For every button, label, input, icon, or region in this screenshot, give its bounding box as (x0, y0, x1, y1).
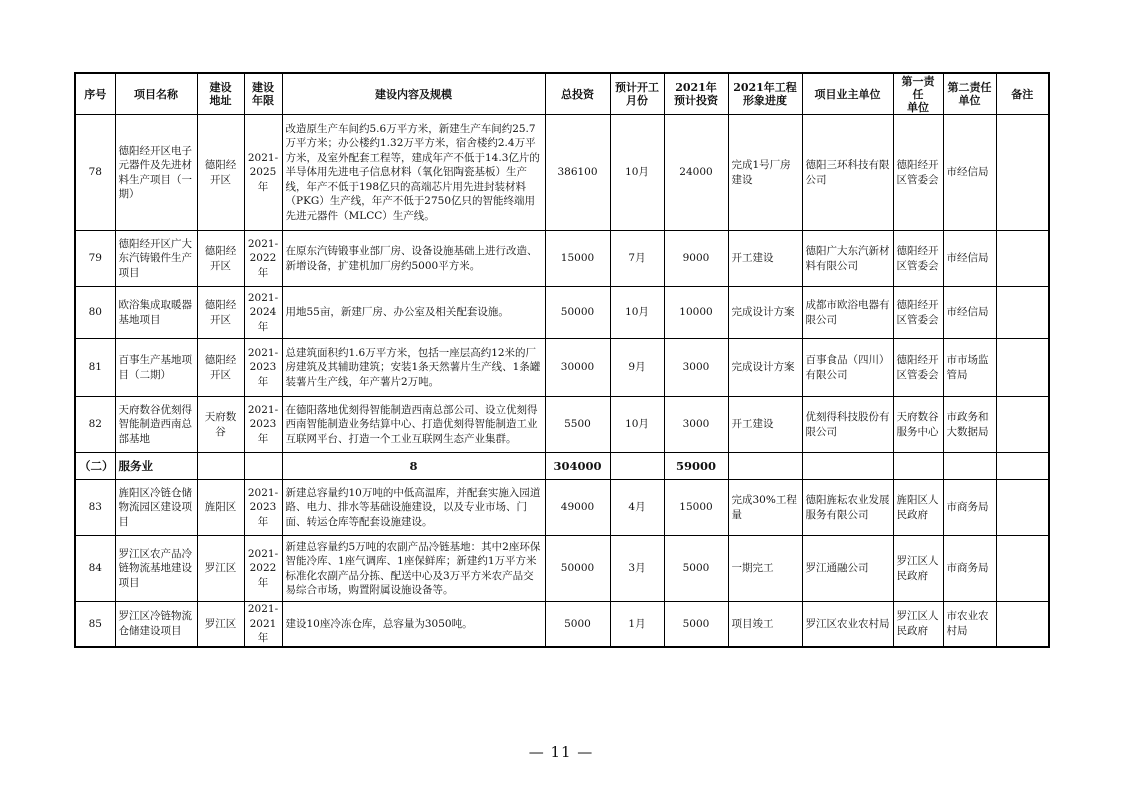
start-month-cell: 4月 (610, 480, 664, 536)
column-header: 总投资 (545, 73, 610, 115)
build-period-cell: 2021-2022年 (244, 536, 282, 602)
row-number-cell: 82 (75, 397, 115, 453)
location-cell: 旌阳区 (197, 480, 244, 536)
first-responsible-cell: 德阳经开区管委会 (893, 231, 943, 287)
table-row (75, 397, 1049, 453)
project-owner-cell: 德阳旌耘农业发展服务有限公司 (802, 480, 893, 536)
total-investment-cell: 15000 (545, 231, 610, 287)
project-name-cell: 百事生产基地项目（二期） (115, 339, 197, 397)
second-responsible-cell: 市经信局 (943, 287, 996, 339)
table-row (75, 480, 1049, 536)
remarks-cell (996, 287, 1049, 339)
column-header: 建设内容及规模 (282, 73, 545, 115)
progress-2021-cell: 完成30%工程量 (728, 480, 802, 536)
start-month-cell: 7月 (610, 231, 664, 287)
location-cell: 德阳经开区 (197, 339, 244, 397)
build-content-cell: 改造原生产车间约5.6万平方米，新建生产车间约25.7万平方米；办公楼约1.32万平方米，宿舍楼约2.4万平方米，及室外配套工程等，建成年产不低于14.3亿片的半导体用先进电子信息材料（氧化铝陶瓷基板）生产线，年产不低于198亿只的高端芯片用先进封装材料（PKG）生产线，年产不低于2750亿只的智能终端用先进元器件（MLCC）生产线。 (282, 115, 545, 231)
remarks-cell (996, 536, 1049, 602)
row-number-cell: 84 (75, 536, 115, 602)
category-cell (943, 453, 996, 480)
category-cell: 304000 (545, 453, 610, 480)
project-owner-cell: 成都市欧浴电器有限公司 (802, 287, 893, 339)
category-row (75, 453, 1049, 480)
category-cell: 59000 (664, 453, 728, 480)
category-cell (728, 453, 802, 480)
location-cell: 罗江区 (197, 602, 244, 647)
build-content-cell: 新建总容量约5万吨的农副产品冷链基地：其中2座环保智能冷库、1座气调库、1座保鲜库；新建约1万平方米标准化农副产品分拣、配送中心及3万平方米农产品交易综合市场，购置附属设施设备等。 (282, 536, 545, 602)
first-responsible-cell: 罗江区人民政府 (893, 602, 943, 647)
row-number-cell: 80 (75, 287, 115, 339)
location-cell: 德阳经开区 (197, 287, 244, 339)
column-header: 备注 (996, 73, 1049, 115)
column-header: 项目名称 (115, 73, 197, 115)
total-investment-cell: 30000 (545, 339, 610, 397)
total-investment-cell: 386100 (545, 115, 610, 231)
column-header: 2021年 预计投资 (664, 73, 728, 115)
table-row (75, 602, 1049, 647)
investment-2021-cell: 5000 (664, 536, 728, 602)
first-responsible-cell: 德阳经开区管委会 (893, 287, 943, 339)
location-cell: 天府数谷 (197, 397, 244, 453)
category-cell: 服务业 (115, 453, 197, 480)
remarks-cell (996, 480, 1049, 536)
first-responsible-cell: 罗江区人民政府 (893, 536, 943, 602)
project-owner-cell: 优刻得科技股份有限公司 (802, 397, 893, 453)
start-month-cell: 10月 (610, 287, 664, 339)
column-header: 项目业主单位 (802, 73, 893, 115)
start-month-cell: 9月 (610, 339, 664, 397)
row-number-cell: 83 (75, 480, 115, 536)
column-header: 2021年工程 形象进度 (728, 73, 802, 115)
project-name-cell: 罗江区冷链物流仓储建设项目 (115, 602, 197, 647)
remarks-cell (996, 339, 1049, 397)
build-period-cell: 2021-2021年 (244, 602, 282, 647)
start-month-cell: 3月 (610, 536, 664, 602)
build-content-cell: 新建总容量约10万吨的中低高温库，并配套实施入园道路、电力、排水等基础设施建设，以及专业市场、门面、转运仓库等配套设施建设。 (282, 480, 545, 536)
row-number-cell: 85 (75, 602, 115, 647)
project-name-cell: 罗江区农产品冷链物流基地建设项目 (115, 536, 197, 602)
row-number-cell: 81 (75, 339, 115, 397)
category-cell (197, 453, 244, 480)
remarks-cell (996, 231, 1049, 287)
progress-2021-cell: 开工建设 (728, 231, 802, 287)
total-investment-cell: 5000 (545, 602, 610, 647)
category-cell: 8 (282, 453, 545, 480)
build-period-cell: 2021-2023年 (244, 339, 282, 397)
progress-2021-cell: 项目竣工 (728, 602, 802, 647)
project-owner-cell: 罗江通融公司 (802, 536, 893, 602)
total-investment-cell: 50000 (545, 287, 610, 339)
total-investment-cell: 49000 (545, 480, 610, 536)
build-period-cell: 2021-2023年 (244, 397, 282, 453)
progress-2021-cell: 完成设计方案 (728, 287, 802, 339)
start-month-cell: 10月 (610, 397, 664, 453)
build-content-cell: 在德阳落地优刻得智能制造西南总部公司、设立优刻得西南智能制造业务结算中心、打造优刻得智能制造工业互联网平台、打造一个工业互联网生态产业集群。 (282, 397, 545, 453)
build-period-cell: 2021-2022年 (244, 231, 282, 287)
row-number-cell: 78 (75, 115, 115, 231)
column-header: 建设 地址 (197, 73, 244, 115)
build-period-cell: 2021-2025年 (244, 115, 282, 231)
second-responsible-cell: 市经信局 (943, 231, 996, 287)
remarks-cell (996, 115, 1049, 231)
table-row (75, 536, 1049, 602)
category-cell: （二） (75, 453, 115, 480)
category-cell (610, 453, 664, 480)
project-owner-cell: 罗江区农业农村局 (802, 602, 893, 647)
build-content-cell: 总建筑面积约1.6万平方米，包括一座层高约12米的厂房建筑及其辅助建筑；安装1条天然薯片生产线、1条罐装薯片生产线，年产薯片2万吨。 (282, 339, 545, 397)
table-row (75, 115, 1049, 231)
build-period-cell: 2021-2023年 (244, 480, 282, 536)
row-number-cell: 79 (75, 231, 115, 287)
column-header: 序号 (75, 73, 115, 115)
first-responsible-cell: 旌阳区人民政府 (893, 480, 943, 536)
first-responsible-cell: 天府数谷服务中心 (893, 397, 943, 453)
column-header: 第一责任 单位 (893, 73, 943, 115)
table-row (75, 287, 1049, 339)
table-header-row (75, 73, 1049, 115)
progress-2021-cell: 完成设计方案 (728, 339, 802, 397)
build-period-cell: 2021-2024年 (244, 287, 282, 339)
second-responsible-cell: 市政务和大数据局 (943, 397, 996, 453)
investment-2021-cell: 15000 (664, 480, 728, 536)
build-content-cell: 用地55亩，新建厂房、办公室及相关配套设施。 (282, 287, 545, 339)
second-responsible-cell: 市市场监管局 (943, 339, 996, 397)
build-content-cell: 在原东汽铸锻事业部厂房、设备设施基础上进行改造、新增设备，扩建机加厂房约5000平方米。 (282, 231, 545, 287)
column-header: 建设 年限 (244, 73, 282, 115)
remarks-cell (996, 397, 1049, 453)
first-responsible-cell: 德阳经开区管委会 (893, 339, 943, 397)
category-cell (244, 453, 282, 480)
location-cell: 德阳经开区 (197, 115, 244, 231)
location-cell: 德阳经开区 (197, 231, 244, 287)
project-name-cell: 德阳经开区电子元器件及先进材料生产项目（一期） (115, 115, 197, 231)
category-cell (802, 453, 893, 480)
total-investment-cell: 5500 (545, 397, 610, 453)
project-name-cell: 旌阳区冷链仓储物流园区建设项目 (115, 480, 197, 536)
project-owner-cell: 百事食品（四川）有限公司 (802, 339, 893, 397)
column-header: 预计开工 月份 (610, 73, 664, 115)
category-cell (996, 453, 1049, 480)
progress-2021-cell: 开工建设 (728, 397, 802, 453)
investment-2021-cell: 10000 (664, 287, 728, 339)
project-owner-cell: 德阳广大东汽新材料有限公司 (802, 231, 893, 287)
investment-2021-cell: 3000 (664, 339, 728, 397)
build-content-cell: 建设10座冷冻仓库，总容量为3050吨。 (282, 602, 545, 647)
category-cell (893, 453, 943, 480)
second-responsible-cell: 市经信局 (943, 115, 996, 231)
investment-2021-cell: 24000 (664, 115, 728, 231)
project-owner-cell: 德阳三环科技有限公司 (802, 115, 893, 231)
project-name-cell: 天府数谷优刻得智能制造西南总部基地 (115, 397, 197, 453)
total-investment-cell: 50000 (545, 536, 610, 602)
location-cell: 罗江区 (197, 536, 244, 602)
project-table (74, 72, 1050, 648)
first-responsible-cell: 德阳经开区管委会 (893, 115, 943, 231)
second-responsible-cell: 市农业农村局 (943, 602, 996, 647)
investment-2021-cell: 9000 (664, 231, 728, 287)
remarks-cell (996, 602, 1049, 647)
investment-2021-cell: 3000 (664, 397, 728, 453)
project-name-cell: 德阳经开区广大东汽铸锻件生产项目 (115, 231, 197, 287)
progress-2021-cell: 完成1号厂房建设 (728, 115, 802, 231)
project-name-cell: 欧浴集成取暖器基地项目 (115, 287, 197, 339)
second-responsible-cell: 市商务局 (943, 480, 996, 536)
second-responsible-cell: 市商务局 (943, 536, 996, 602)
investment-2021-cell: 5000 (664, 602, 728, 647)
page-number: — 11 — (528, 743, 594, 761)
start-month-cell: 1月 (610, 602, 664, 647)
progress-2021-cell: 一期完工 (728, 536, 802, 602)
table-row (75, 339, 1049, 397)
column-header: 第二责任 单位 (943, 73, 996, 115)
table-row (75, 231, 1049, 287)
start-month-cell: 10月 (610, 115, 664, 231)
